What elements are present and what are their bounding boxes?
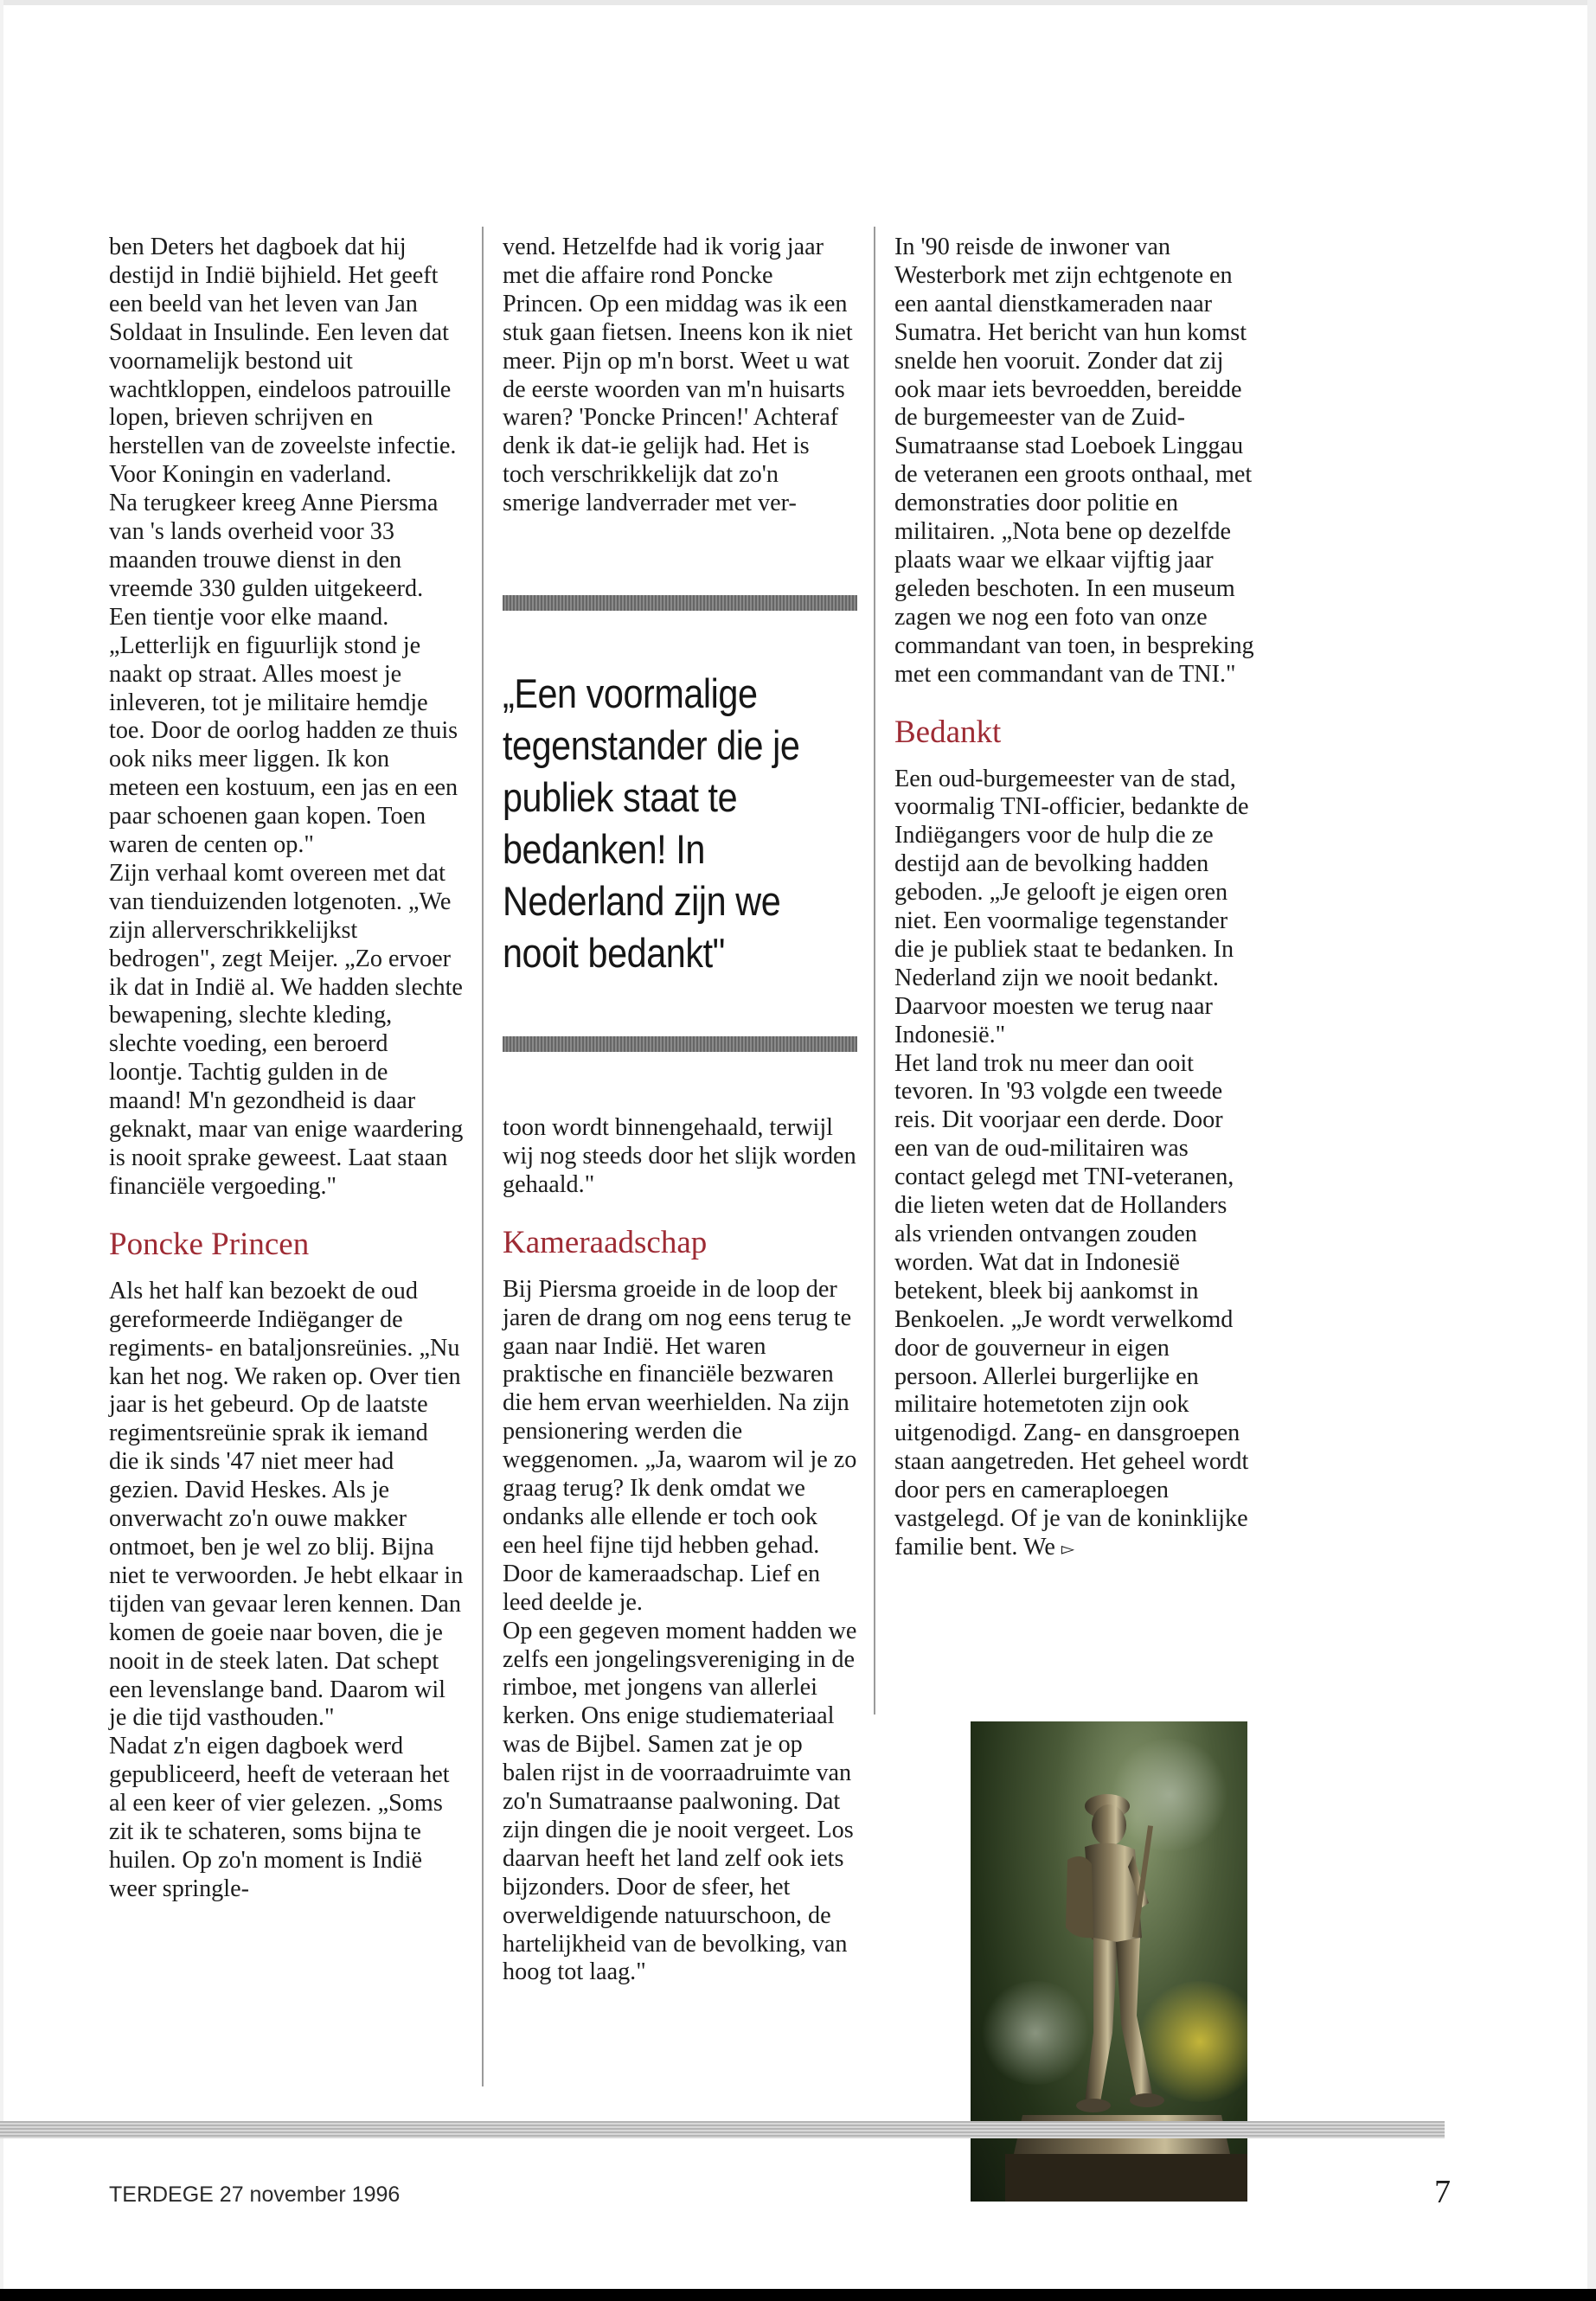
body-paragraph: Zijn verhaal komt overeen met dat van tienduizenden lotgenoten. „We zijn allerverschrikkelijkst bedrogen", zegt Meijer. „Zo ervoer ik dat in Indië al. We hadden slechte bewapening, slechte kleding, slechte voeding, een beroerd loontje. Tachtig gulden in de maand! M'n gezondheid is daar geknakt, maar van enige waardering is nooit sprake geweest. Laat staan financiële vergoeding." [109, 859, 464, 1200]
body-paragraph: ben Deters het dagboek dat hij destijd in Indië bijhield. Het geeft een beeld van het leven van Jan Soldaat in Insulinde. Een leven dat voornamelijk bestond uit wachtkloppen, eindeloos patrouille lopen, brieven schrijven en herstellen van de zoveelste infectie. Voor Koningin en vaderland. [109, 234, 457, 489]
body-paragraph: In '90 reisde de inwoner van Westerbork met zijn echtgenote en een aantal dienstkameraden naar Sumatra. Het bericht van hun komst snelde hen vooruit. Zonder dat zij ook maar iets bevroedden, bereidde de burgemeester van de Zuid-Sumatraanse stad Loeboek Linggau de veteranen een groots onthaal, met demonstraties door politie en militairen. „Nota bene op dezelfde plaats waar we elkaar vijftig jaar geleden beschoten. In een museum zagen we nog een foto van onze commandant van toen, in bespreking met een commandant van de TNI." [894, 234, 1254, 688]
scan-border-left [0, 0, 3, 2301]
scan-border-right [1587, 0, 1596, 2301]
pullquote-bottom-bar [503, 1036, 857, 1052]
scan-border-bottom [0, 2289, 1596, 2301]
article-column-2 [503, 234, 857, 518]
page-number: 7 [1434, 2174, 1451, 2210]
body-paragraph: Na terugkeer kreeg Anne Piersma van 's lands overheid voor 33 maanden trouwe dienst in den vreemde 330 gulden uitgekeerd. Een tientje voor elke maand. „Letterlijk en figuurlijk stond je naakt op straat. Alles moest je inleveren, tot je militaire hemdje toe. Door de oorlog hadden ze thuis ook niks meer liggen. Ik kon meteen een kostuum, een jas en een paar schoenen gaan kopen. Toen waren de centen op." [109, 490, 458, 859]
body-paragraph-text: Het land trok nu meer dan ooit tevoren. In '93 volgde een tweede reis. Dit voorjaar een derde. Door een van de oud-militairen was contact gelegd met TNI-veteranen, die lieten weten dat de Hollanders als vrienden ontvangen zouden worden. Wat dat in Indonesië betekent, bleek bij aankomst in Benkoelen. „Je wordt verwelkomd door de gouverneur in eigen persoon. Allerlei burgerlijke en militaire hotemetoten zijn ook uitgenodigd. Zang- en dansgroepen staan aangetreden. Het geheel wordt door pers en cameraploegen vastgelegd. Of je van de koninklijke familie bent. We [894, 1049, 1249, 1561]
body-paragraph: Op een gegeven moment hadden we zelfs een jongelingsvereniging in de rimboe, met jongens van allerlei kerken. Ons enige studiemateriaal was de Bijbel. Samen zat je op balen rijst in de voorraadruimte van zo'n Sumatraanse paalwoning. Dat zijn dingen die je nooit vergeet. Los daarvan heeft het land zelf ook iets bijzonders. Door de sfeer, het overweldigende natuurschoon, de hartelijkheid van de bevolking, van hoog tot laag." [503, 1617, 857, 1986]
subheading-kameraadschap: Kameraadschap [503, 1224, 708, 1260]
body-paragraph: Nadat z'n eigen dagboek werd gepubliceerd, heeft de veteraan het al een keer of vier gelezen. „Soms zit ik te schateren, soms bijna te huilen. Op zo'n moment is Indië weer springle- [109, 1733, 450, 1902]
body-paragraph: Een oud-burgemeester van de stad, voormalig TNI-officier, bedankte de Indiëgangers voor de hulp die ze destijd aan de bevolking hadden geboden. „Je gelooft je eigen oren niet. Een voormalige tegenstander die je publiek staat te bedanken. In Nederland zijn we nooit bedankt. Daarvoor moesten we terug naar Indonesië." [894, 765, 1249, 1048]
footer-rule [0, 2121, 1445, 2138]
subheading-poncke-princen: Poncke Princen [109, 1226, 310, 1262]
pullquote-top-bar [503, 595, 857, 611]
publication-footer: TERDEGE 27 november 1996 [109, 2182, 401, 2207]
column-divider-2 [874, 227, 875, 1715]
pullquote: „Een voormalige tegenstander die je publiek staat te bedanken! In Nederland zijn we nooit bedankt" [503, 670, 800, 976]
body-paragraph: Als het half kan bezoekt de oud gereformeerde Indiëganger de regiments- en bataljonsreünies. „Nu kan het nog. We raken op. Over tien jaar is het gebeurd. Op de laatste regimentsreünie sprak ik iemand die ik sinds '47 niet meer had gezien. David Heskes. Als je onverwacht zo'n ouwe makker ontmoet, ben je wel zo blij. Bijna niet te verwoorden. Je hebt elkaar in tijden van gevaar leren kennen. Dan komen de goeie naar boven, die je nooit in de steek laten. Dat schept een levenslange band. Daarom wil je die tijd vasthouden." [109, 1277, 464, 1732]
body-paragraph [894, 1050, 1258, 1564]
scan-border-top [0, 0, 1596, 5]
column-divider-1 [482, 227, 484, 2086]
article-column-3 [894, 234, 1258, 1564]
subheading-bedankt: Bedankt [894, 714, 1002, 750]
body-paragraph: Bij Piersma groeide in de loop der jaren de drang om nog eens terug te gaan naar Indië. Het waren praktische en financiële bezwaren die hem ervan weerhielden. Na zijn pensionering werden die weggenomen. „Ja, waarom wil je zo graag terug? Ik denk omdat we ondanks alle ellende er toch ook een heel fijne tijd hebben gehad. Door de kameraadschap. Lief en leed deelde je. [503, 1275, 857, 1616]
continue-arrow-icon: ▻ [1061, 1539, 1075, 1559]
body-paragraph: vend. Hetzelfde had ik vorig jaar met die affaire rond Poncke Princen. Op een middag was ik een stuk gaan fietsen. Ineens kon ik niet meer. Pijn op m'n borst. Weet u wat de eerste woorden van m'n huisarts waren? 'Poncke Princen!' Achteraf denk ik dat-ie gelijk had. Het is toch verschrikkelijk dat zo'n smerige landverrader met ver- [503, 234, 853, 517]
article-column-2-continued [503, 1114, 857, 1987]
article-column-1 [109, 234, 464, 1904]
body-paragraph: toon wordt binnengehaald, terwijl wij nog steeds door het slijk worden gehaald." [503, 1114, 856, 1198]
